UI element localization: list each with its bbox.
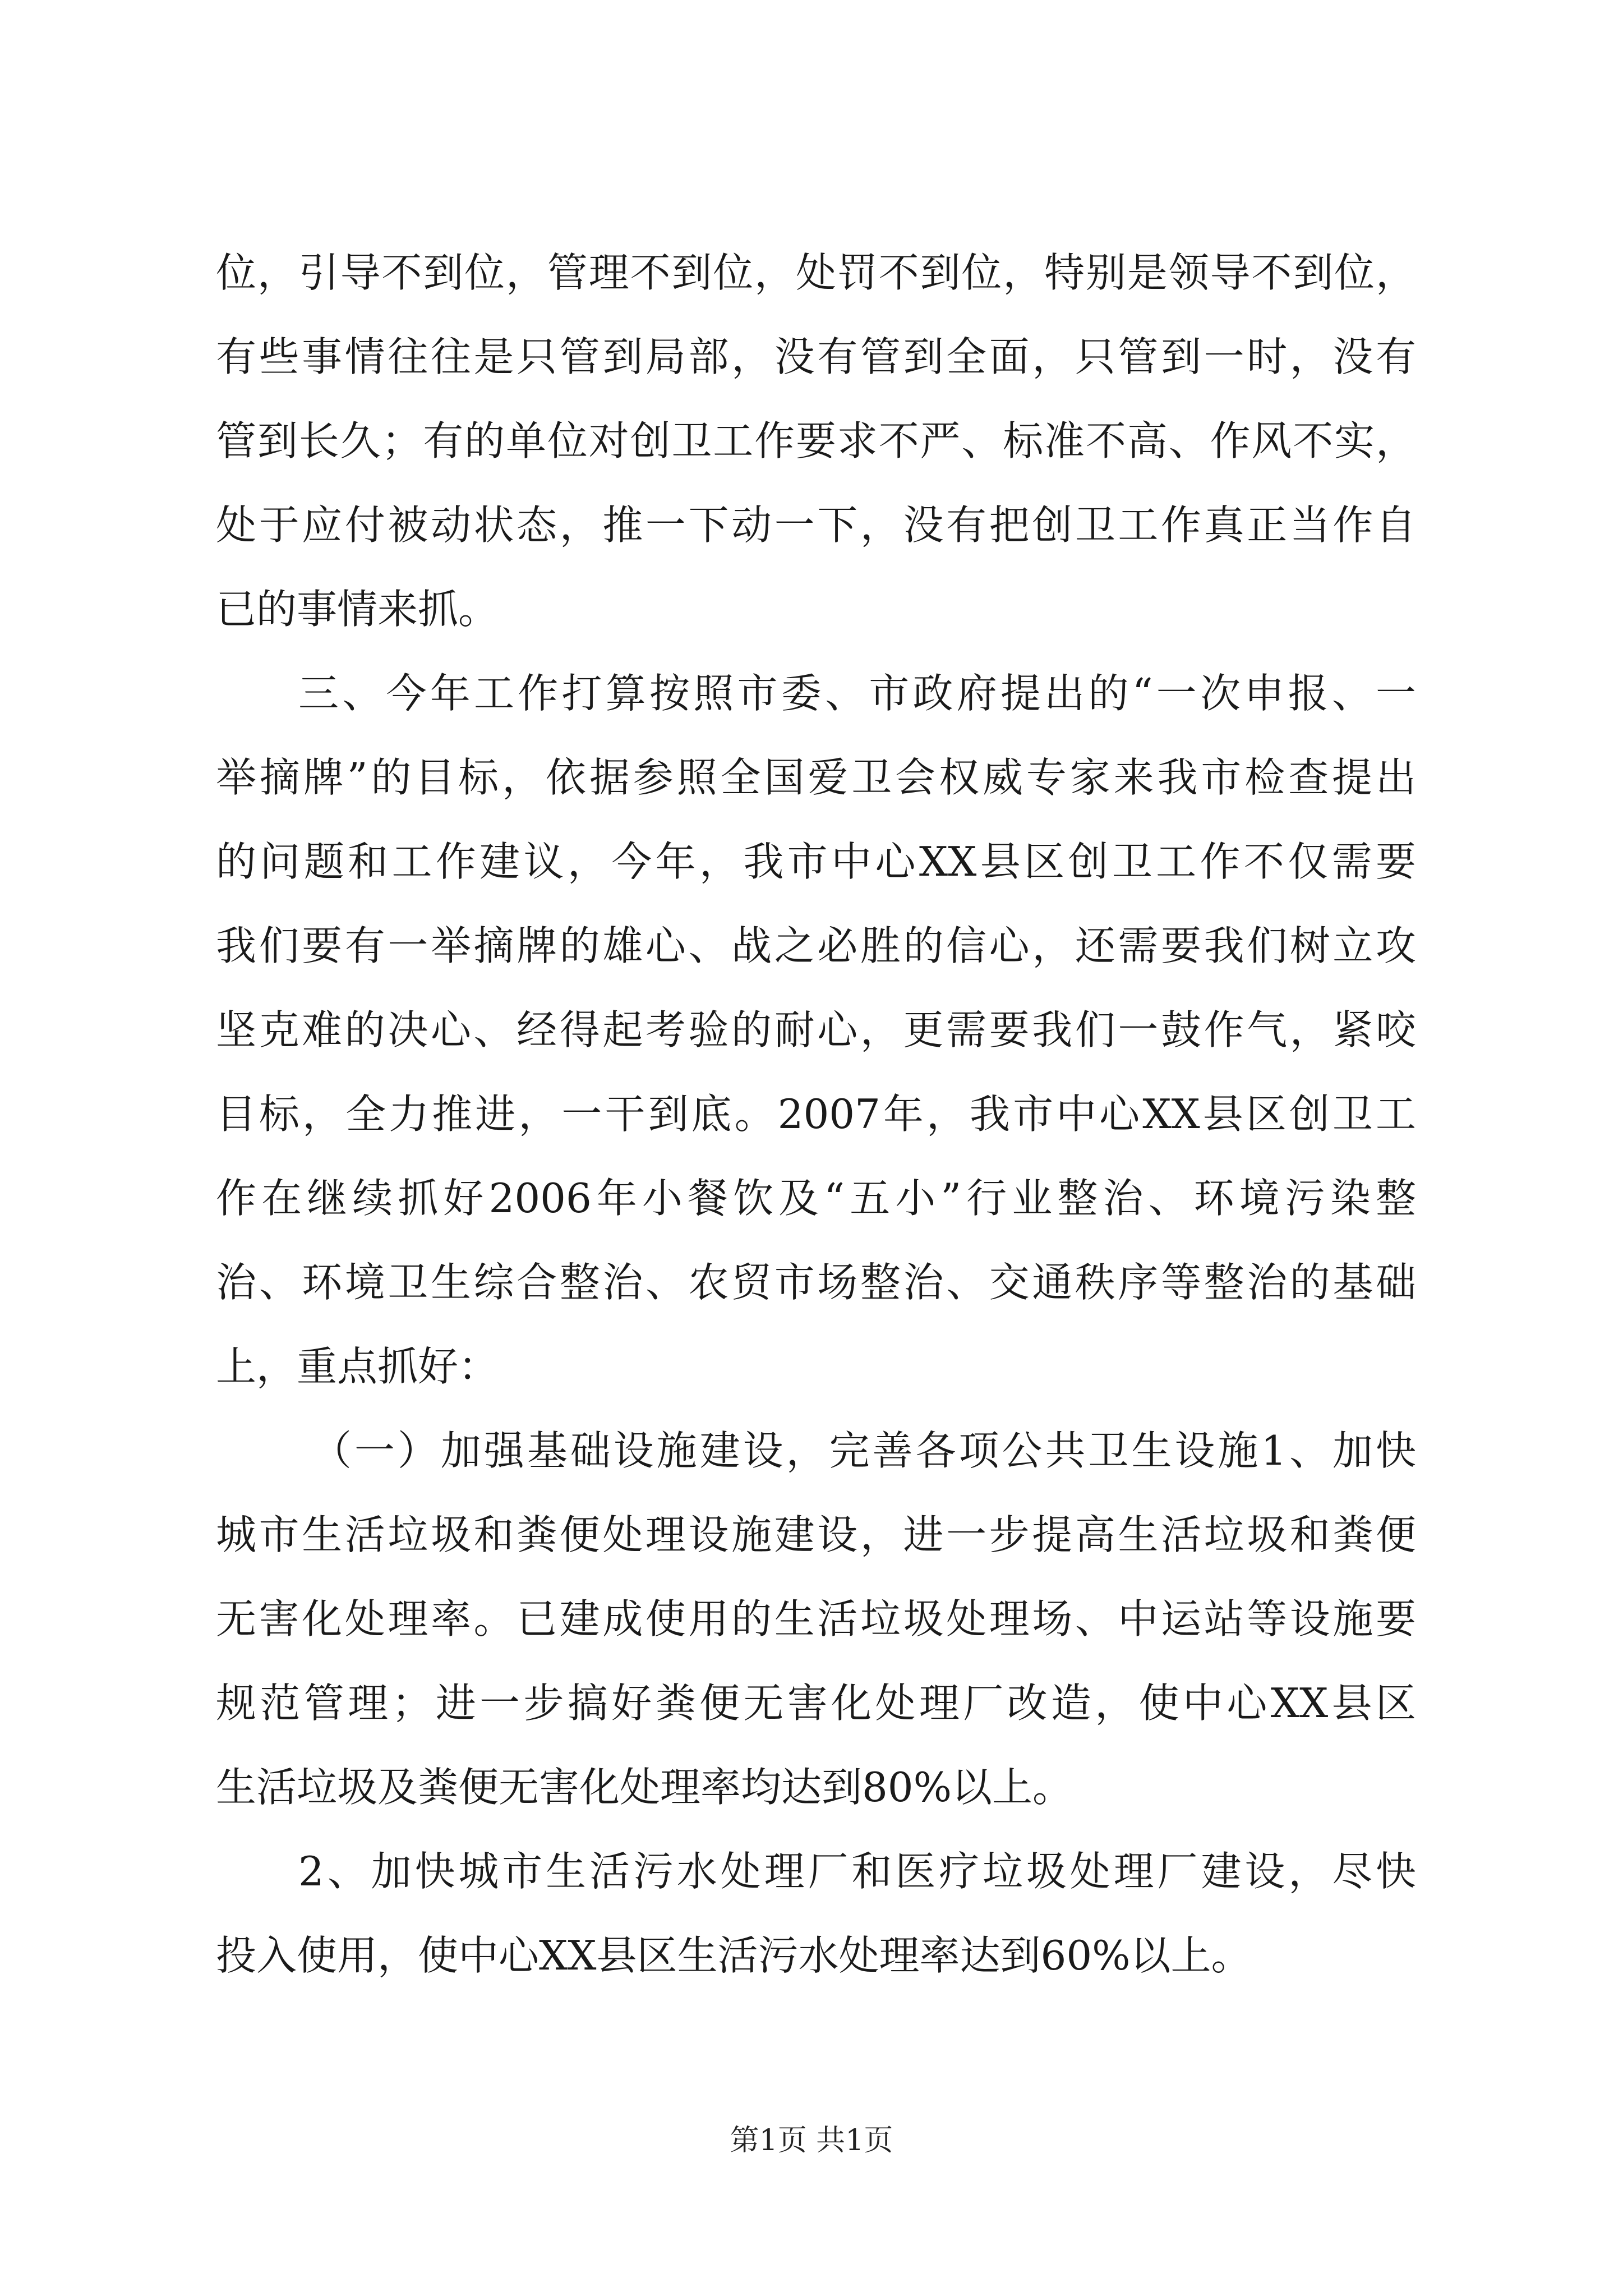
paragraph-line: 上，重点抓好： xyxy=(216,1343,499,1390)
paragraph-line: 位，引导不到位，管理不到位，处罚不到位，特别是领导不到位， xyxy=(216,249,1416,296)
paragraph-line: 无害化处理率。已建成使用的生活垃圾处理场、中运站等设施要 xyxy=(216,1595,1416,1642)
paragraph-line: 的问题和工作建议，今年，我市中心XX县区创卫工作不仅需要 xyxy=(216,838,1416,885)
paragraph-line: 三、今年工作打算按照市委、市政府提出的“一次申报、一 xyxy=(298,670,1416,717)
paragraph-line: 城市生活垃圾和粪便处理设施建设，进一步提高生活垃圾和粪便 xyxy=(216,1511,1416,1558)
page-footer: 第1页 共1页 xyxy=(730,2124,893,2157)
paragraph-line: 有些事情往往是只管到局部，没有管到全面，只管到一时，没有 xyxy=(216,333,1416,380)
paragraph-line: 坚克难的决心、经得起考验的耐心，更需要我们一鼓作气，紧咬 xyxy=(216,1006,1416,1053)
paragraph-line: （一）加强基础设施建设，完善各项公共卫生设施1、加快 xyxy=(311,1427,1416,1474)
paragraph-line: 治、环境卫生综合整治、农贸市场整治、交通秩序等整治的基础 xyxy=(216,1259,1416,1306)
paragraph-line: 我们要有一举摘牌的雄心、战之必胜的信心，还需要我们树立攻 xyxy=(216,922,1416,969)
paragraph-line: 投入使用，使中心XX县区生活污水处理率达到60%以上。 xyxy=(216,1932,1252,1979)
paragraph-line: 规范管理；进一步搞好粪便无害化处理厂改造，使中心XX县区 xyxy=(216,1680,1416,1727)
paragraph-line: 2、加快城市生活污水处理厂和医疗垃圾处理厂建设，尽快 xyxy=(298,1848,1416,1895)
paragraph-line: 处于应付被动状态，推一下动一下，没有把创卫工作真正当作自 xyxy=(216,501,1416,549)
paragraph-line: 生活垃圾及粪便无害化处理率均达到80%以上。 xyxy=(216,1764,1073,1811)
paragraph-line: 举摘牌”的目标，依据参照全国爱卫会权威专家来我市检查提出 xyxy=(216,754,1416,801)
paragraph-line: 已的事情来抓。 xyxy=(216,586,499,633)
paragraph-line: 管到长久；有的单位对创卫工作要求不严、标准不高、作风不实， xyxy=(216,417,1416,464)
paragraph-line: 作在继续抓好2006年小餐饮及“五小”行业整治、环境污染整 xyxy=(216,1175,1416,1222)
paragraph-line: 目标，全力推进，一干到底。2007年，我市中心XX县区创卫工 xyxy=(216,1091,1416,1138)
